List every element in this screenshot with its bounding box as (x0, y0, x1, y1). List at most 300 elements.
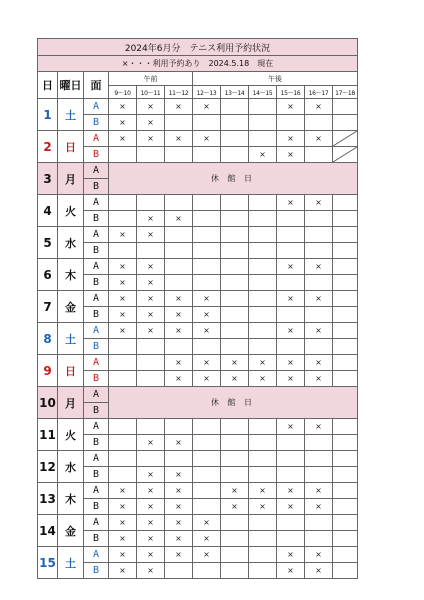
open-slot (277, 451, 305, 467)
day-of-week: 火 (58, 195, 84, 227)
reserved-mark: × (109, 99, 137, 115)
reserved-mark: × (193, 355, 221, 371)
reserved-mark: × (165, 211, 193, 227)
day-number: 15 (38, 547, 58, 579)
open-slot (221, 147, 249, 163)
open-slot (193, 467, 221, 483)
day-number: 11 (38, 419, 58, 451)
open-slot (137, 147, 165, 163)
reserved-mark: × (165, 323, 193, 339)
open-slot (193, 499, 221, 515)
reserved-mark: × (137, 467, 165, 483)
open-slot (165, 115, 193, 131)
court-row (38, 451, 358, 467)
open-slot (109, 355, 137, 371)
court-row (38, 227, 358, 243)
reserved-mark: × (193, 307, 221, 323)
reserved-mark: × (277, 147, 305, 163)
open-slot (221, 515, 249, 531)
open-slot (221, 323, 249, 339)
court-row (38, 339, 358, 355)
reserved-mark: × (305, 355, 333, 371)
open-slot (249, 307, 277, 323)
reserved-mark: × (137, 227, 165, 243)
open-slot (305, 147, 333, 163)
open-slot (277, 275, 305, 291)
court-row (38, 563, 358, 579)
reserved-mark: × (193, 291, 221, 307)
court-row (38, 243, 358, 259)
reserved-mark: × (165, 483, 193, 499)
open-slot (333, 483, 358, 499)
day-number: 4 (38, 195, 58, 227)
reserved-mark: × (165, 467, 193, 483)
reserved-mark: × (193, 131, 221, 147)
open-slot (277, 435, 305, 451)
open-slot (109, 339, 137, 355)
reserved-mark: × (137, 115, 165, 131)
reserved-mark: × (277, 259, 305, 275)
day-number: 7 (38, 291, 58, 323)
reserved-mark: × (277, 99, 305, 115)
court-row (38, 163, 358, 179)
day-number: 5 (38, 227, 58, 259)
day-of-week: 木 (58, 259, 84, 291)
reserved-mark: × (165, 515, 193, 531)
reserved-mark: × (137, 307, 165, 323)
open-slot (221, 547, 249, 563)
day-of-week: 土 (58, 323, 84, 355)
reserved-mark: × (137, 435, 165, 451)
open-slot (221, 131, 249, 147)
open-slot (277, 531, 305, 547)
closed-day-label: 休 館 日 (109, 387, 358, 419)
reserved-mark: × (109, 515, 137, 531)
reserved-mark: × (249, 355, 277, 371)
reserved-mark: × (193, 99, 221, 115)
open-slot (193, 259, 221, 275)
open-slot (333, 355, 358, 371)
open-slot (277, 211, 305, 227)
open-slot (333, 435, 358, 451)
open-slot (137, 451, 165, 467)
header-day: 日 (38, 72, 58, 99)
reserved-mark: × (137, 259, 165, 275)
court-label: A (84, 163, 109, 179)
open-slot (109, 371, 137, 387)
open-slot (249, 547, 277, 563)
header-am: 午前 (109, 72, 193, 86)
court-label: A (84, 419, 109, 435)
reserved-mark: × (305, 419, 333, 435)
open-slot (305, 115, 333, 131)
reserved-mark: × (193, 547, 221, 563)
open-slot (277, 227, 305, 243)
court-row (38, 435, 358, 451)
court-row (38, 99, 358, 115)
court-label: B (84, 179, 109, 195)
reserved-mark: × (137, 323, 165, 339)
reserved-mark: × (137, 499, 165, 515)
open-slot (221, 531, 249, 547)
court-label: A (84, 323, 109, 339)
slash-icon (333, 147, 357, 162)
reserved-mark: × (277, 547, 305, 563)
open-slot (221, 435, 249, 451)
reserved-mark: × (193, 323, 221, 339)
reserved-mark: × (305, 195, 333, 211)
court-label: A (84, 131, 109, 147)
reserved-mark: × (137, 483, 165, 499)
day-of-week: 木 (58, 483, 84, 515)
open-slot (193, 451, 221, 467)
day-of-week: 水 (58, 451, 84, 483)
header-slot: 9～10 (109, 86, 137, 99)
open-slot (165, 275, 193, 291)
open-slot (193, 419, 221, 435)
reserved-mark: × (305, 259, 333, 275)
reserved-mark: × (165, 531, 193, 547)
open-slot (109, 211, 137, 227)
day-of-week: 水 (58, 227, 84, 259)
open-slot (333, 99, 358, 115)
header-court: 面 (84, 72, 109, 99)
day-of-week: 日 (58, 355, 84, 387)
open-slot (333, 451, 358, 467)
reserved-mark: × (109, 227, 137, 243)
reserved-mark: × (109, 323, 137, 339)
court-label: B (84, 243, 109, 259)
court-label: B (84, 339, 109, 355)
open-slot (221, 115, 249, 131)
legend-note: ×・・・利用予約あり 2024.5.18 現在 (38, 56, 358, 72)
reserved-mark: × (277, 483, 305, 499)
open-slot (165, 195, 193, 211)
open-slot (221, 99, 249, 115)
day-of-week: 月 (58, 163, 84, 195)
day-of-week: 土 (58, 99, 84, 131)
reserved-mark: × (165, 131, 193, 147)
reserved-mark: × (277, 291, 305, 307)
open-slot (249, 115, 277, 131)
open-slot (137, 339, 165, 355)
open-slot (165, 563, 193, 579)
open-slot (333, 323, 358, 339)
open-slot (249, 563, 277, 579)
reserved-mark: × (249, 371, 277, 387)
open-slot (305, 467, 333, 483)
open-slot (333, 243, 358, 259)
reserved-mark: × (277, 323, 305, 339)
header-slot: 13～14 (221, 86, 249, 99)
header-slot: 10～11 (137, 86, 165, 99)
open-slot (193, 563, 221, 579)
header-slot: 12～13 (193, 86, 221, 99)
day-number: 10 (38, 387, 58, 419)
open-slot (249, 259, 277, 275)
court-label: A (84, 291, 109, 307)
header-dow: 曜日 (58, 72, 84, 99)
court-label: A (84, 259, 109, 275)
reserved-mark: × (109, 563, 137, 579)
reserved-mark: × (109, 291, 137, 307)
open-slot (221, 291, 249, 307)
court-row (38, 259, 358, 275)
court-row (38, 275, 358, 291)
open-slot (221, 259, 249, 275)
open-slot (165, 243, 193, 259)
reserved-mark: × (137, 563, 165, 579)
reserved-mark: × (109, 131, 137, 147)
reserved-mark: × (277, 499, 305, 515)
open-slot (137, 371, 165, 387)
reservation-sheet (37, 38, 358, 579)
open-slot (249, 243, 277, 259)
reserved-mark: × (137, 211, 165, 227)
reserved-mark: × (165, 355, 193, 371)
reserved-mark: × (109, 499, 137, 515)
slash-icon (333, 131, 357, 146)
open-slot (249, 99, 277, 115)
open-slot (221, 227, 249, 243)
court-row (38, 195, 358, 211)
reserved-mark: × (137, 531, 165, 547)
reserved-mark: × (221, 355, 249, 371)
day-of-week: 日 (58, 131, 84, 163)
open-slot (137, 355, 165, 371)
open-slot (165, 451, 193, 467)
open-slot (333, 563, 358, 579)
open-slot (221, 563, 249, 579)
open-slot (333, 371, 358, 387)
reserved-mark: × (305, 499, 333, 515)
open-slot (249, 467, 277, 483)
court-row (38, 355, 358, 371)
day-number: 14 (38, 515, 58, 547)
reserved-mark: × (109, 275, 137, 291)
header-slot: 15～16 (277, 86, 305, 99)
open-slot (221, 211, 249, 227)
court-row (38, 147, 358, 163)
open-slot (249, 195, 277, 211)
open-slot (305, 227, 333, 243)
reserved-mark: × (305, 547, 333, 563)
open-slot (333, 419, 358, 435)
reserved-mark: × (305, 483, 333, 499)
reserved-mark: × (193, 371, 221, 387)
open-slot (221, 467, 249, 483)
unavailable-slot (333, 131, 358, 147)
open-slot (249, 227, 277, 243)
open-slot (333, 467, 358, 483)
court-row (38, 515, 358, 531)
open-slot (333, 499, 358, 515)
open-slot (137, 195, 165, 211)
day-number: 2 (38, 131, 58, 163)
open-slot (193, 339, 221, 355)
day-of-week: 月 (58, 387, 84, 419)
reserved-mark: × (193, 515, 221, 531)
reserved-mark: × (277, 371, 305, 387)
court-label: B (84, 211, 109, 227)
court-label: A (84, 227, 109, 243)
open-slot (249, 435, 277, 451)
open-slot (305, 339, 333, 355)
header-slot: 14～15 (249, 86, 277, 99)
court-row (38, 499, 358, 515)
open-slot (221, 451, 249, 467)
reserved-mark: × (165, 499, 193, 515)
open-slot (109, 451, 137, 467)
reserved-mark: × (277, 131, 305, 147)
reserved-mark: × (109, 547, 137, 563)
open-slot (277, 307, 305, 323)
open-slot (305, 243, 333, 259)
reserved-mark: × (137, 547, 165, 563)
open-slot (193, 115, 221, 131)
open-slot (221, 339, 249, 355)
reserved-mark: × (221, 483, 249, 499)
court-label: B (84, 307, 109, 323)
open-slot (333, 195, 358, 211)
open-slot (109, 467, 137, 483)
open-slot (221, 419, 249, 435)
open-slot (193, 275, 221, 291)
reserved-mark: × (193, 531, 221, 547)
open-slot (193, 211, 221, 227)
reserved-mark: × (249, 499, 277, 515)
open-slot (193, 243, 221, 259)
court-row (38, 211, 358, 227)
day-number: 9 (38, 355, 58, 387)
open-slot (249, 291, 277, 307)
court-label: A (84, 451, 109, 467)
reserved-mark: × (277, 563, 305, 579)
open-slot (165, 419, 193, 435)
open-slot (333, 339, 358, 355)
open-slot (249, 339, 277, 355)
open-slot (221, 275, 249, 291)
court-label: B (84, 563, 109, 579)
court-label: B (84, 435, 109, 451)
open-slot (137, 243, 165, 259)
open-slot (333, 531, 358, 547)
reserved-mark: × (109, 531, 137, 547)
open-slot (193, 435, 221, 451)
open-slot (249, 515, 277, 531)
open-slot (165, 147, 193, 163)
reserved-mark: × (165, 547, 193, 563)
court-label: A (84, 99, 109, 115)
reserved-mark: × (277, 195, 305, 211)
reserved-mark: × (165, 371, 193, 387)
open-slot (249, 531, 277, 547)
reserved-mark: × (109, 115, 137, 131)
reserved-mark: × (277, 419, 305, 435)
open-slot (221, 243, 249, 259)
open-slot (109, 419, 137, 435)
court-label: B (84, 531, 109, 547)
reserved-mark: × (165, 307, 193, 323)
open-slot (277, 515, 305, 531)
closed-day-label: 休 館 日 (109, 163, 358, 195)
day-number: 8 (38, 323, 58, 355)
reserved-mark: × (221, 371, 249, 387)
open-slot (277, 339, 305, 355)
court-row (38, 307, 358, 323)
header-slot: 16～17 (305, 86, 333, 99)
open-slot (221, 307, 249, 323)
open-slot (193, 227, 221, 243)
open-slot (249, 419, 277, 435)
open-slot (193, 483, 221, 499)
open-slot (305, 211, 333, 227)
open-slot (221, 195, 249, 211)
reserved-mark: × (305, 563, 333, 579)
open-slot (277, 243, 305, 259)
reserved-mark: × (137, 131, 165, 147)
reserved-mark: × (249, 483, 277, 499)
reservation-table (37, 38, 358, 579)
court-label: B (84, 147, 109, 163)
court-label: B (84, 403, 109, 419)
open-slot (333, 115, 358, 131)
reserved-mark: × (165, 99, 193, 115)
open-slot (277, 115, 305, 131)
reserved-mark: × (165, 291, 193, 307)
header-slot: 17～18 (333, 86, 358, 99)
reserved-mark: × (137, 275, 165, 291)
open-slot (333, 227, 358, 243)
court-label: B (84, 371, 109, 387)
day-number: 13 (38, 483, 58, 515)
reserved-mark: × (137, 515, 165, 531)
court-label: B (84, 499, 109, 515)
court-row (38, 371, 358, 387)
open-slot (277, 467, 305, 483)
header-pm: 午後 (193, 72, 358, 86)
court-row (38, 115, 358, 131)
court-label: A (84, 355, 109, 371)
open-slot (109, 147, 137, 163)
day-of-week: 金 (58, 291, 84, 323)
open-slot (305, 307, 333, 323)
reserved-mark: × (305, 323, 333, 339)
open-slot (333, 211, 358, 227)
reserved-mark: × (165, 435, 193, 451)
open-slot (249, 323, 277, 339)
open-slot (137, 419, 165, 435)
sheet-title: 2024年6月分 テニス利用予約状況 (38, 39, 358, 56)
open-slot (165, 227, 193, 243)
open-slot (249, 451, 277, 467)
court-label: A (84, 547, 109, 563)
open-slot (193, 195, 221, 211)
day-number: 1 (38, 99, 58, 131)
open-slot (305, 515, 333, 531)
reserved-mark: × (305, 99, 333, 115)
reserved-mark: × (305, 291, 333, 307)
open-slot (193, 147, 221, 163)
open-slot (305, 435, 333, 451)
reserved-mark: × (109, 259, 137, 275)
open-slot (333, 275, 358, 291)
court-row (38, 547, 358, 563)
court-row (38, 131, 358, 147)
court-row (38, 387, 358, 403)
court-row (38, 419, 358, 435)
court-label: A (84, 515, 109, 531)
